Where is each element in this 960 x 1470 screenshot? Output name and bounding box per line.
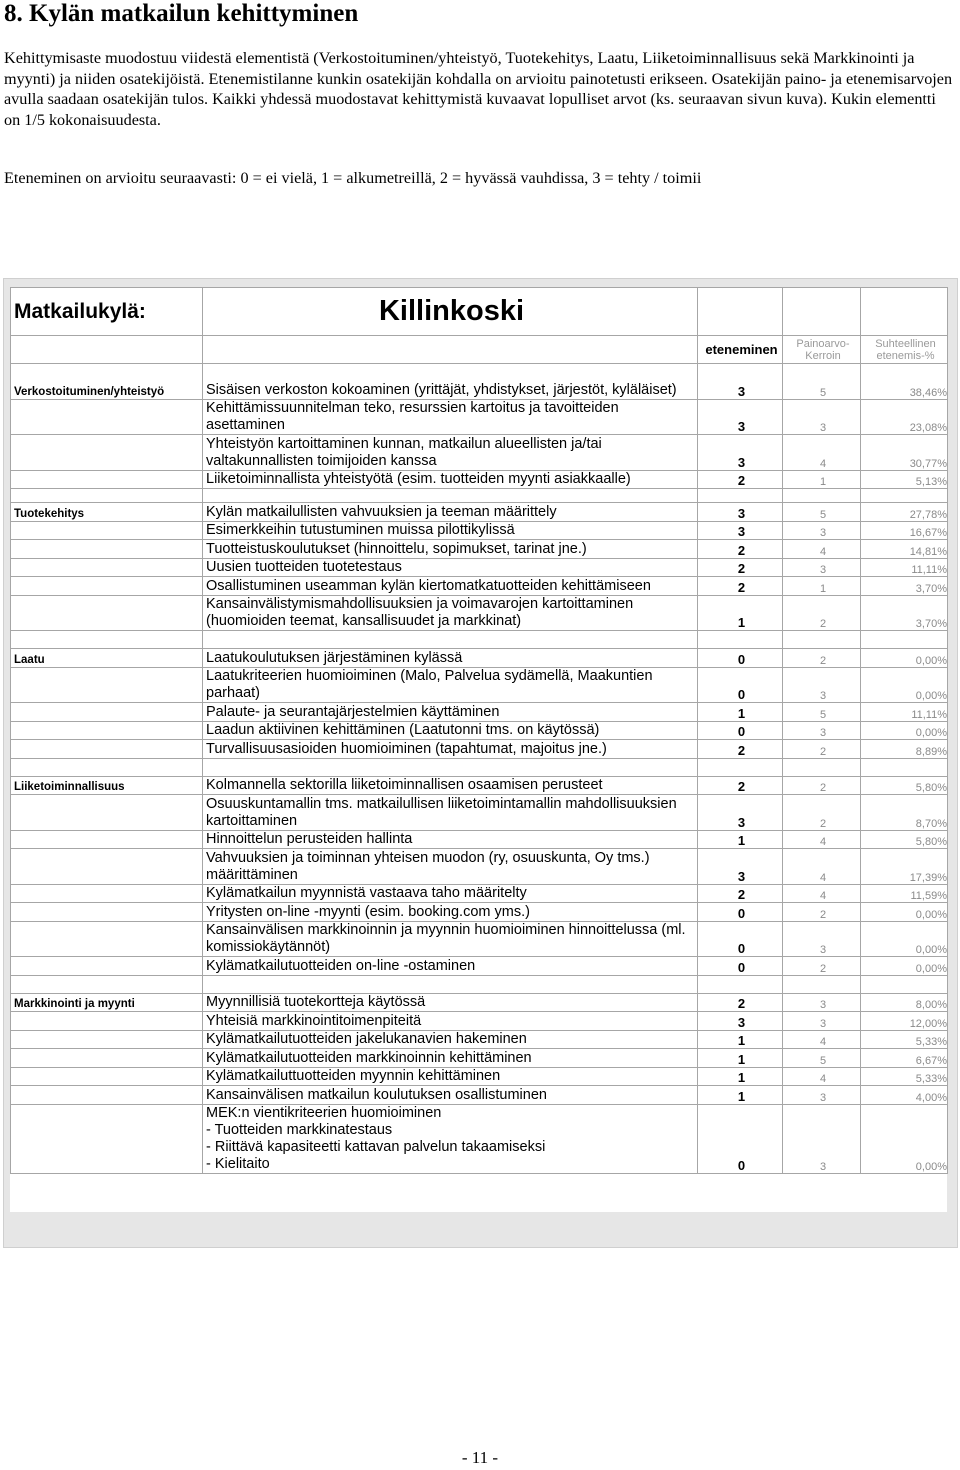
weight-value: 3	[783, 558, 861, 577]
weight-value: 4	[783, 849, 861, 885]
row-description: Hinnoittelun perusteiden hallinta	[203, 830, 698, 849]
relative-percent: 23,08%	[861, 399, 948, 435]
table-row	[11, 1067, 948, 1086]
progress-value: 3	[698, 364, 783, 400]
progress-value: 1	[698, 703, 783, 722]
progress-value: 1	[698, 1086, 783, 1105]
row-description: Yritysten on-line -myynti (esim. booking.com yms.)	[203, 903, 698, 922]
village-name: Killinkoski	[203, 288, 698, 336]
row-description: Liiketoiminnallista yhteistyötä (esim. tuotteiden myynti asiakkaalle)	[203, 470, 698, 489]
weight-value: 2	[783, 776, 861, 795]
row-description: Vahvuuksien ja toiminnan yhteisen muodon (ry, osuuskunta, Oy tms.) määrittäminen	[203, 849, 698, 885]
row-description: Laadun aktiivinen kehittäminen (Laatutonni tms. on käytössä)	[203, 721, 698, 740]
progress-value: 0	[698, 1104, 783, 1173]
progress-value: 0	[698, 903, 783, 922]
relative-percent: 17,39%	[861, 849, 948, 885]
relative-percent: 0,00%	[861, 1104, 948, 1173]
progress-value: 3	[698, 399, 783, 435]
col-progress-header: eteneminen	[698, 336, 783, 364]
relative-percent: 5,33%	[861, 1067, 948, 1086]
progress-sheet	[10, 287, 947, 1212]
table-row	[11, 993, 948, 1012]
progress-value: 1	[698, 1030, 783, 1049]
progress-value: 3	[698, 795, 783, 831]
table-row	[11, 558, 948, 577]
progress-value: 0	[698, 921, 783, 957]
row-description: Osuuskuntamallin tms. matkailullisen liiketoimintamallin mahdollisuuksien kartoittaminen	[203, 795, 698, 831]
relative-percent: 8,70%	[861, 795, 948, 831]
intro-paragraph: Kehittymisaste muodostuu viidestä elementistä (Verkostoituminen/yhteistyö, Tuotekehitys, Laatu, Liiketoiminnallisuus sekä Markkinointi ja myynti) ja niiden osatekijöistä. Etenemistilanne kunkin osatekijän kohdalla on arvioitu painotetusti erikseen. Osatekijän paino- ja etenemisarvojen avulla saadaan osatekijän tulos. Kaikki yhdessä muodostavat kehittymistä kuvaavat lopulliset arvot (ks. seuraavan sivun kuva). Kukin elementti on 1/5 kokonaisuudesta.	[4, 49, 953, 129]
row-description: Esimerkkeihin tutustuminen muissa pilottikylissä	[203, 521, 698, 540]
table-row	[11, 776, 948, 795]
row-description: Sisäisen verkoston kokoaminen (yrittäjät, yhdistykset, järjestöt, kyläläiset)	[203, 364, 698, 400]
category-label: Tuotekehitys	[11, 503, 203, 522]
row-description: Kolmannella sektorilla liiketoiminnallisen osaamisen perusteet	[203, 776, 698, 795]
weight-value: 2	[783, 740, 861, 759]
row-description: Laatukoulutuksen järjestäminen kylässä	[203, 649, 698, 668]
table-row	[11, 521, 948, 540]
table-row	[11, 884, 948, 903]
category-label: Liiketoiminnallisuus	[11, 776, 203, 795]
section-heading: 8. Kylän matkailun kehittyminen	[4, 0, 359, 27]
table-label-left: Matkailukylä:	[11, 288, 203, 336]
weight-value: 5	[783, 703, 861, 722]
progress-value: 2	[698, 540, 783, 559]
category-label: Markkinointi ja myynti	[11, 993, 203, 1012]
relative-percent: 0,00%	[861, 667, 948, 703]
weight-value: 1	[783, 577, 861, 596]
relative-percent: 38,46%	[861, 364, 948, 400]
table-row	[11, 540, 948, 559]
progress-value: 0	[698, 649, 783, 668]
table-row	[11, 721, 948, 740]
progress-value: 2	[698, 577, 783, 596]
progress-value: 3	[698, 503, 783, 522]
weight-value: 3	[783, 993, 861, 1012]
relative-percent: 4,00%	[861, 1086, 948, 1105]
table-image-frame	[3, 278, 958, 1248]
table-row	[11, 921, 948, 957]
table-row	[11, 849, 948, 885]
progress-value: 1	[698, 1049, 783, 1068]
weight-value: 3	[783, 1104, 861, 1173]
row-description: Yhteisiä markkinointitoimenpiteitä	[203, 1012, 698, 1031]
weight-value: 3	[783, 721, 861, 740]
table-row	[11, 364, 948, 400]
row-description: Kansainvälisen markkinoinnin ja myynnin huomioiminen hinnoittelussa (ml. komissiokäytännöt)	[203, 921, 698, 957]
progress-table	[10, 287, 948, 1174]
table-row	[11, 903, 948, 922]
page-number: - 11 -	[461, 1448, 499, 1467]
weight-value: 1	[783, 470, 861, 489]
row-description: Uusien tuotteiden tuotetestaus	[203, 558, 698, 577]
weight-value: 5	[783, 1049, 861, 1068]
relative-percent: 11,11%	[861, 703, 948, 722]
relative-percent: 3,70%	[861, 595, 948, 631]
relative-percent: 3,70%	[861, 577, 948, 596]
progress-value: 3	[698, 849, 783, 885]
row-description: Kansainvälistymismahdollisuuksien ja voimavarojen kartoittaminen (huomioiden teemat, kansallisuudet ja markkinat)	[203, 595, 698, 631]
progress-value: 1	[698, 595, 783, 631]
weight-value: 4	[783, 1030, 861, 1049]
progress-value: 3	[698, 435, 783, 471]
relative-percent: 0,00%	[861, 957, 948, 976]
table-row	[11, 703, 948, 722]
weight-value: 4	[783, 884, 861, 903]
weight-value: 4	[783, 1067, 861, 1086]
relative-percent: 8,89%	[861, 740, 948, 759]
weight-value: 3	[783, 1086, 861, 1105]
relative-percent: 12,00%	[861, 1012, 948, 1031]
weight-value: 2	[783, 595, 861, 631]
table-row	[11, 667, 948, 703]
table-row	[11, 740, 948, 759]
weight-value: 3	[783, 1012, 861, 1031]
progress-value: 3	[698, 1012, 783, 1031]
relative-percent: 11,11%	[861, 558, 948, 577]
row-description: Kylän matkailullisten vahvuuksien ja teeman määrittely	[203, 503, 698, 522]
table-row	[11, 957, 948, 976]
relative-percent: 0,00%	[861, 649, 948, 668]
row-description: Tuotteistuskoulutukset (hinnoittelu, sopimukset, tarinat jne.)	[203, 540, 698, 559]
relative-percent: 5,13%	[861, 470, 948, 489]
category-label: Verkostoituminen/yhteistyö	[11, 364, 203, 400]
weight-value: 5	[783, 503, 861, 522]
weight-value: 4	[783, 830, 861, 849]
relative-percent: 30,77%	[861, 435, 948, 471]
row-description: MEK:n vientikriteerien huomioiminen - Tuotteiden markkinatestaus - Riittävä kapasiteetti kattavan palvelun takaamiseksi - Kielitaito	[203, 1104, 698, 1173]
relative-percent: 5,80%	[861, 830, 948, 849]
relative-percent: 5,33%	[861, 1030, 948, 1049]
row-description: Palaute- ja seurantajärjestelmien käyttäminen	[203, 703, 698, 722]
table-row	[11, 595, 948, 631]
weight-value: 3	[783, 667, 861, 703]
row-description: Laatukriteerien huomioiminen (Malo, Palvelua sydämellä, Maakuntien parhaat)	[203, 667, 698, 703]
row-description: Turvallisuusasioiden huomioiminen (tapahtumat, majoitus jne.)	[203, 740, 698, 759]
row-description: Kehittämissuunnitelman teko, resurssien kartoitus ja tavoitteiden asettaminen	[203, 399, 698, 435]
weight-value: 2	[783, 903, 861, 922]
progress-value: 0	[698, 957, 783, 976]
weight-value: 4	[783, 435, 861, 471]
row-description: Myynnillisiä tuotekortteja käytössä	[203, 993, 698, 1012]
weight-value: 5	[783, 364, 861, 400]
weight-value: 2	[783, 649, 861, 668]
progress-value: 0	[698, 667, 783, 703]
progress-value: 2	[698, 776, 783, 795]
progress-value: 1	[698, 830, 783, 849]
weight-value: 2	[783, 957, 861, 976]
col-weight-header: Painoarvo-Kerroin	[783, 336, 861, 364]
row-description: Kylämatkailutuotteiden jakelukanavien hakeminen	[203, 1030, 698, 1049]
row-description: Kansainvälisen matkailun koulutuksen osallistuminen	[203, 1086, 698, 1105]
table-row	[11, 1104, 948, 1173]
relative-percent: 8,00%	[861, 993, 948, 1012]
table-row	[11, 1086, 948, 1105]
category-label: Laatu	[11, 649, 203, 668]
relative-percent: 0,00%	[861, 903, 948, 922]
row-description: Osallistuminen useamman kylän kiertomatkatuotteiden kehittämiseen	[203, 577, 698, 596]
row-description: Kylämatkailutuotteiden on-line -ostaminen	[203, 957, 698, 976]
table-row	[11, 795, 948, 831]
progress-value: 0	[698, 721, 783, 740]
table-row	[11, 1049, 948, 1068]
row-description: Kylämatkailuttuotteiden myynnin kehittäminen	[203, 1067, 698, 1086]
progress-value: 3	[698, 521, 783, 540]
progress-value: 2	[698, 993, 783, 1012]
weight-value: 2	[783, 795, 861, 831]
weight-value: 4	[783, 540, 861, 559]
relative-percent: 11,59%	[861, 884, 948, 903]
weight-value: 3	[783, 399, 861, 435]
table-row	[11, 830, 948, 849]
scale-explanation: Eteneminen on arvioitu seuraavasti: 0 = ei vielä, 1 = alkumetreillä, 2 = hyvässä vauhdissa, 3 = tehty / toimii	[4, 169, 702, 187]
progress-value: 2	[698, 740, 783, 759]
table-row	[11, 399, 948, 435]
weight-value: 3	[783, 521, 861, 540]
table-row	[11, 1012, 948, 1031]
relative-percent: 5,80%	[861, 776, 948, 795]
col-relative-header: Suhteellinen etenemis-%	[861, 336, 948, 364]
progress-value: 2	[698, 470, 783, 489]
relative-percent: 0,00%	[861, 721, 948, 740]
table-row	[11, 503, 948, 522]
table-row	[11, 649, 948, 668]
table-row	[11, 1030, 948, 1049]
row-description: Kylämatkailutuotteiden markkinoinnin kehittäminen	[203, 1049, 698, 1068]
relative-percent: 14,81%	[861, 540, 948, 559]
progress-value: 1	[698, 1067, 783, 1086]
relative-percent: 0,00%	[861, 921, 948, 957]
table-row	[11, 435, 948, 471]
relative-percent: 16,67%	[861, 521, 948, 540]
progress-value: 2	[698, 558, 783, 577]
table-row	[11, 470, 948, 489]
relative-percent: 6,67%	[861, 1049, 948, 1068]
weight-value: 3	[783, 921, 861, 957]
row-description: Kylämatkailun myynnistä vastaava taho määritelty	[203, 884, 698, 903]
table-row	[11, 577, 948, 596]
relative-percent: 27,78%	[861, 503, 948, 522]
progress-value: 2	[698, 884, 783, 903]
row-description: Yhteistyön kartoittaminen kunnan, matkailun alueellisten ja/tai valtakunnallisten toimijoiden kanssa	[203, 435, 698, 471]
